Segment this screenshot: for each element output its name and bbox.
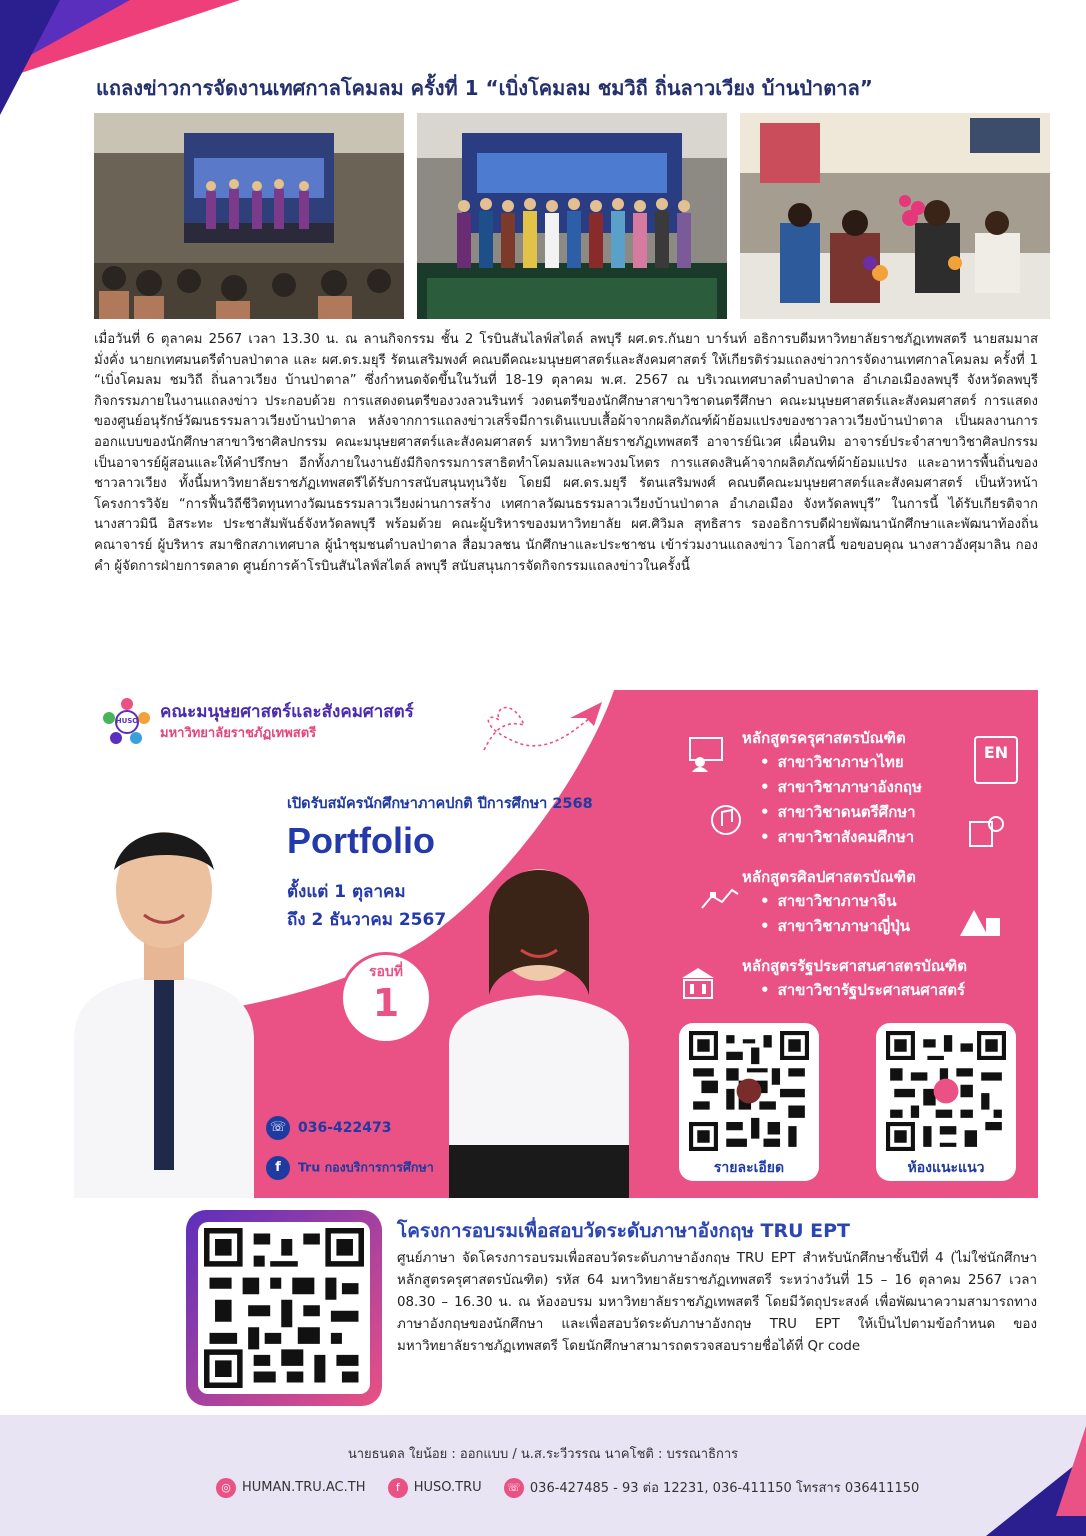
footer-contacts [216, 1477, 919, 1498]
photo-group-press [417, 113, 727, 319]
phone-icon: ☏ [504, 1478, 524, 1498]
program-item: • สาขาวิชารัฐประศาสนศาสตร์ [760, 978, 965, 1002]
program-heading-education: หลักสูตรครุศาสตรบัณฑิต [742, 729, 906, 747]
program-item: • สาขาวิชาภาษาอังกฤษ [760, 775, 922, 799]
government-building-icon [678, 964, 718, 1004]
ept-qr-frame[interactable] [186, 1210, 382, 1406]
footer-website[interactable]: HUMAN.TRU.AC.TH [242, 1480, 366, 1495]
faculty-name: คณะมนุษยศาสตร์และสังคมศาสตร์ [160, 702, 414, 722]
logo-text: HUSO [115, 717, 139, 725]
phone-icon: ☏ [266, 1116, 290, 1140]
program-item: • สาขาวิชาภาษาไทย [760, 750, 904, 774]
footer-phone: 036-427485 - 93 ต่อ 12231, 036-411150 โทรสาร 036411150 [529, 1481, 920, 1496]
footer-facebook[interactable]: HUSO.TRU [413, 1480, 482, 1495]
qr-caption-guidance: ห้องแนะแนว [907, 1160, 985, 1176]
round-badge [340, 952, 432, 1044]
ept-title: โครงการอบรมเพื่อสอบวัดระดับภาษาอังกฤษ TRU EPT [397, 1220, 851, 1242]
qr-card-guidance[interactable] [876, 1023, 1016, 1181]
facebook-icon: f [266, 1156, 290, 1180]
round-number: 1 [372, 981, 400, 1025]
music-icon [706, 798, 746, 838]
facebook-name: Tru กองบริการการศึกษา [298, 1159, 434, 1175]
news-headline: แถลงข่าวการจัดงานเทศกาลโคมลม ครั้งที่ 1 “เบิ่งโคมลม ชมวิถี ถิ่นลาวเวียง บ้านป่าตาล” [96, 76, 873, 100]
program-heading-public-admin: หลักสูตรรัฐประศาสนศาสตรบัณฑิต [742, 957, 967, 975]
male-student-image [54, 810, 274, 1198]
qr-caption-details: รายละเอียด [713, 1160, 785, 1176]
great-wall-icon [700, 878, 740, 918]
phone-number: 036-422473 [298, 1120, 392, 1136]
qr-code-guidance[interactable] [886, 1031, 1006, 1151]
footer-credit: นายธนดล ใยน้อย : ออกแบบ / น.ส.ระวีวรรณ นาคโชติ : บรรณาธิการ [347, 1447, 739, 1462]
program-item: • สาขาวิชาสังคมศึกษา [760, 825, 914, 849]
portfolio-title: Portfolio [287, 820, 435, 861]
admission-banner [94, 690, 1038, 1198]
program-heading-arts: หลักสูตรศิลปศาสตรบัณฑิต [742, 868, 916, 886]
teacher-icon [686, 732, 726, 772]
airplane-icon [568, 698, 604, 730]
japan-temple-icon [956, 902, 1002, 942]
facebook-contact[interactable] [266, 1156, 434, 1180]
article-body: เมื่อวันที่ 6 ตุลาคม 2567 เวลา 13.30 น. ณ ลานกิจกรรม ชั้น 2 โรบินสันไลฟ์สไตล์ ลพบุรี ผศ.ดร.กันยา บาร์นท์ อธิการบดีมหาวิทยาลัยราชภัฏเทพสตรี นายสมมาส มั่งคั่ง นายกเทศมนตรีตำบลป่าตาล และ ผศ.ดร.มยุรี รัตนเสริมพงศ์ คณบดีคณะมนุษยศาสตร์และสังคมศาสตร์ ให้เกียรติร่วมแถลงข่าวการจัดงานเทศกาลโคมลม ครั้งที่ 1 “เบิ่งโคมลม ชมวิถี ถิ่นลาวเวียง บ้านป่าตาล” ซึ่งกำหนดจัดขึ้นในวันที่ 18-19 ตุลาคม พ.ศ. 2567 ณ บริเวณเทศบาลตำบลป่าตาล อำเภอเมืองลพบุรี จังหวัดลพบุรี กิจกรรมภายในงานแถลงข่าว ประกอบด้วย การแสดงดนตรีของวงลวนรินทร์ วงดนตรีของนักศึกษาสาขาวิชาดนตรีศึกษา คณะมนุษยศาสตร์และสังคมศาสตร์ การแสดงของศูนย์อนุรักษ์วัฒนธรรมลาวเวียงบ้านป่าตาล หลังจากการแถลงข่าวเสร็จมีการเดินแบบเสื้อผ้าจากผลิตภัณฑ์ผ้าย้อมแปรงของชาวลาวเวียงบ้านป่าตาล เป็นผลงานการออกแบบของนักศึกษาสาขาวิชาศิลปกรรม คณะมนุษยศาสตร์และสังคมศาสตร์ มหาวิทยาลัยราชภัฏเทพสตรี อาจารย์นิเวศ เผื่อนทิม อาจารย์ประจำสาขาวิชาศิลปกรรม เป็นอาจารย์ผู้สอนและให้คำปรึกษา อีกทั้งภายในงานยังมีกิจกรรมการสาธิตทำโคมลมและพวงมโหตร การแสดงสินค้าจากผลิตภัณฑ์ผ้าย้อมแปรง และอาหารพื้นถิ่นของชาวลาวเวียง ทั้งนี้มหาวิทยาลัยราชภัฏเทพสตรีได้รับการสนับสนุนทุนวิจัย โดยมี ผศ.ดร.มยุรี รัตนเสริมพงศ์ คณบดีคณะมนุษยศาสตร์และสังคมศาสตร์ เป็นหัวหน้าโครงการวิจัย “การฟื้นวิถีชีวิตทุนทางวัฒนธรรมลาวเวียงผ่านการสร้าง เทศกาลวัฒนธรรมลาวเวียงบ้านป่าตาล อำเภอเมือง จังหวัดลพบุรี” ในการนี้ ได้รับเกียรติจากนางสาวมินี อิสระทะ ประชาสัมพันธ์จังหวัดลพบุรี พร้อมด้วย คณะผู้บริหารของมหาวิทยาลัย ผศ.ศิวิมล สุทธิสาร รองอธิการบดีฝ่ายพัฒนานักศึกษาและพัฒนาท้องถิ่น คณาจารย์ ผู้บริหาร สมาชิกสภาเทศบาล ผู้นำชุมชนตำบลป่าตาล สื่อมวลชน นักศึกษาและประชาชน เข้าร่วมงานแถลงข่าว โอกาสนี้ ขอขอบคุณ นางสาวอังศุมาลิน กองคำ ผู้จัดการฝ่ายการตลาด ศูนย์การค้าโรบินสันไลฟ์สไตล์ ลพบุรี สนับสนุนการจัดกิจกรรมแถลงข่าวในครั้งนี้ [94, 332, 1038, 574]
qr-card-details[interactable] [679, 1023, 819, 1181]
footer [0, 1415, 1086, 1536]
female-student-image [439, 845, 639, 1198]
admission-date-start: ตั้งแต่ 1 ตุลาคม [287, 882, 406, 902]
ept-body: ศูนย์ภาษา จัดโครงการอบรมเพื่อสอบวัดระดับภาษาอังกฤษ TRU EPT สำหรับนักศึกษาชั้นปีที่ 4 (ไม่ใช่นักศึกษาหลักสูตรครุศาสตรบัณฑิต) รหัส 64 มหาวิทยาลัยราชภัฏเทพสตรี ระหว่างวันที่ 15 – 16 ตุลาคม 2567 เวลา 08.30 – 16.30 น. ณ ห้องอบรม มหาวิทยาลัยราชภัฏเทพสตรี โดยมีวัตถุประสงค์ เพื่อพัฒนาความสามารถทางภาษาอังกฤษของนักศึกษา และเพื่อสอบวัดระดับภาษาอังกฤษ TRU EPT ให้เป็นไปตามข้อกำหนด ของมหาวิทยาลัยราชภัฏเทพสตรี โดยนักศึกษาสามารถตรวจสอบรายชื่อได้ที่ Qr code [397, 1251, 1037, 1354]
admission-title: เปิดรับสมัครนักศึกษาภาคปกติ ปีการศึกษา 2568 [287, 796, 593, 812]
photo-lantern-workshop [740, 113, 1050, 319]
qr-code-details[interactable] [689, 1031, 809, 1151]
phone-contact[interactable] [266, 1116, 391, 1140]
program-item: • สาขาวิชาภาษาญี่ปุ่น [760, 914, 910, 938]
ept-qr-code[interactable] [204, 1228, 364, 1388]
round-label: รอบที่ [368, 964, 404, 980]
program-item: • สาขาวิชาดนตรีศึกษา [760, 800, 916, 824]
university-name: มหาวิทยาลัยราชภัฏเทพสตรี [160, 726, 317, 741]
social-studies-icon [966, 812, 1006, 852]
program-item: • สาขาวิชาภาษาจีน [760, 889, 897, 913]
admission-date-end: ถึง 2 ธันวาคม 2567 [287, 910, 447, 930]
facebook-icon: f [388, 1478, 408, 1498]
web-icon: ◎ [216, 1478, 236, 1498]
corner-decoration-bottom-right [986, 1426, 1086, 1536]
photo-stage-performance [94, 113, 404, 319]
english-book-icon: EN [974, 736, 1018, 784]
